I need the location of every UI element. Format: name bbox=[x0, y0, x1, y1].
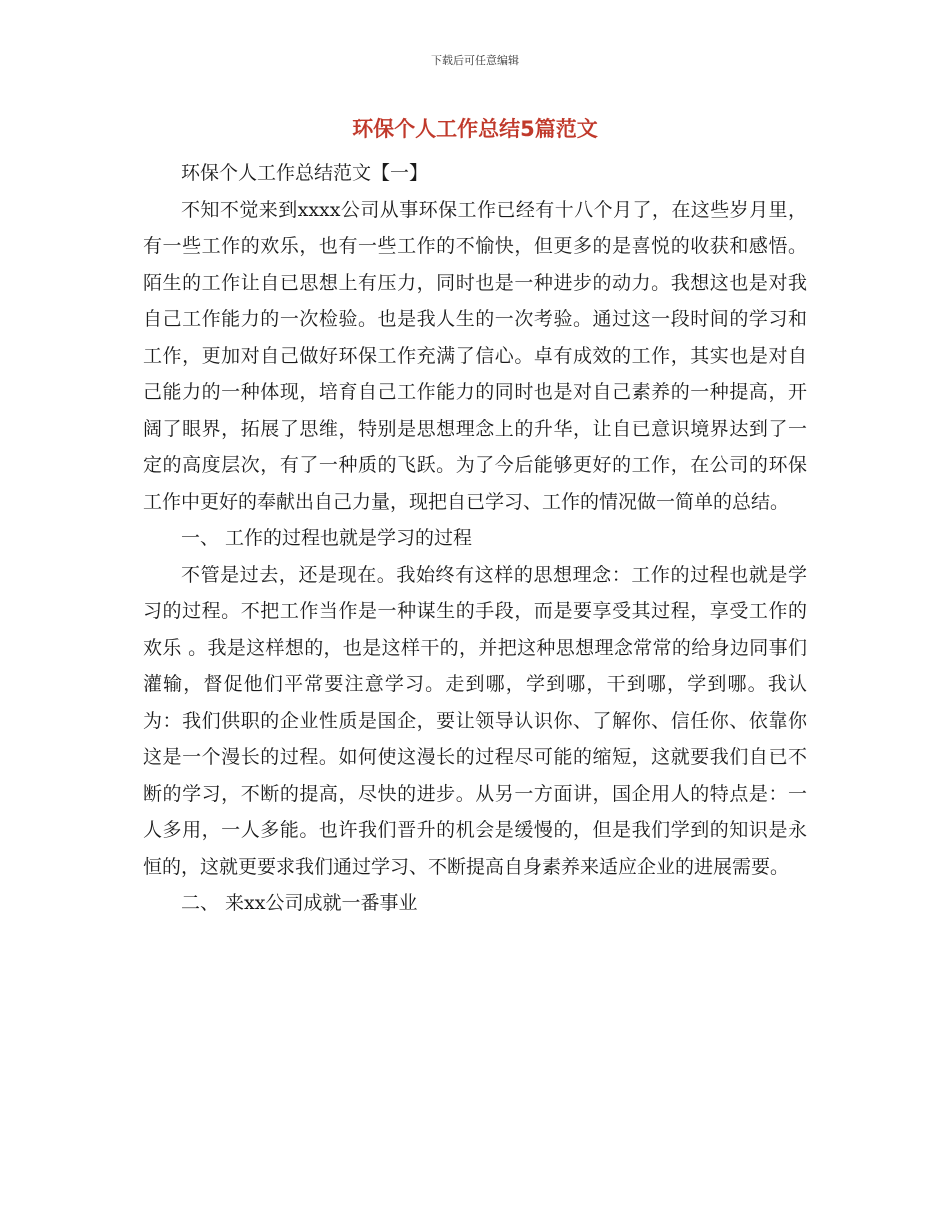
subsection-heading-2: 二、 来xx公司成就一番事业 bbox=[181, 892, 418, 914]
document-body bbox=[143, 155, 807, 922]
paragraph-learning: 不管是过去，还是现在。我始终有这样的思想理念：工作的过程也就是学习的过程。不把工作当作是一种谋生的手段，而是要享受其过程，享受工作的欢乐 。我是这样想的，也是这样干的，并把这种思想理念常常的给身边同事们灌输，督促他们平常要注意学习。走到哪，学到哪，干到哪，学到哪。我认为：我们供职的企业性质是国企，要让领导认识你、了解你、信任你、依靠你这是一个漫长的过程。如何使这漫长的过程尽可能的缩短，这就要我们自已不断的学习，不断的提高，尽快的进步。从另一方面讲，国企用人的特点是：一人多用，一人多能。也许我们晋升的机会是缓慢的，但是我们学到的知识是永恒的，这就更要求我们通过学习、不断提高自身素养来适应企业的进展需要。 bbox=[143, 563, 807, 878]
header-note: 下载后可任意编辑 bbox=[431, 54, 519, 67]
subsection-heading-1: 一、 工作的过程也就是学习的过程 bbox=[181, 527, 473, 549]
paragraph-intro: 不知不觉来到xxxx公司从事环保工作已经有十八个月了，在这些岁月里，有一些工作的欢乐，也有一些工作的不愉快，但更多的是喜悦的收获和感悟。陌生的工作让自已思想上有压力，同时也是一种进步的动力。我想这也是对我自己工作能力的一次检验。也是我人生的一次考验。通过这一段时间的学习和工作，更加对自己做好环保工作充满了信心。卓有成效的工作，其实也是对自己能力的一种体现，培育自己工作能力的同时也是对自己素养的一种提高，开阔了眼界，拓展了思维，特别是思想理念上的升华，让自已意识境界达到了一定的高度层次，有了一种质的飞跃。为了今后能够更好的工作，在公司的环保工作中更好的奉献出自己力量，现把自已学习、工作的情况做一简单的总结。 bbox=[143, 198, 807, 513]
section-heading-1: 环保个人工作总结范文【一】 bbox=[181, 162, 429, 184]
document-title: 环保个人工作总结5篇范文 bbox=[352, 117, 598, 141]
